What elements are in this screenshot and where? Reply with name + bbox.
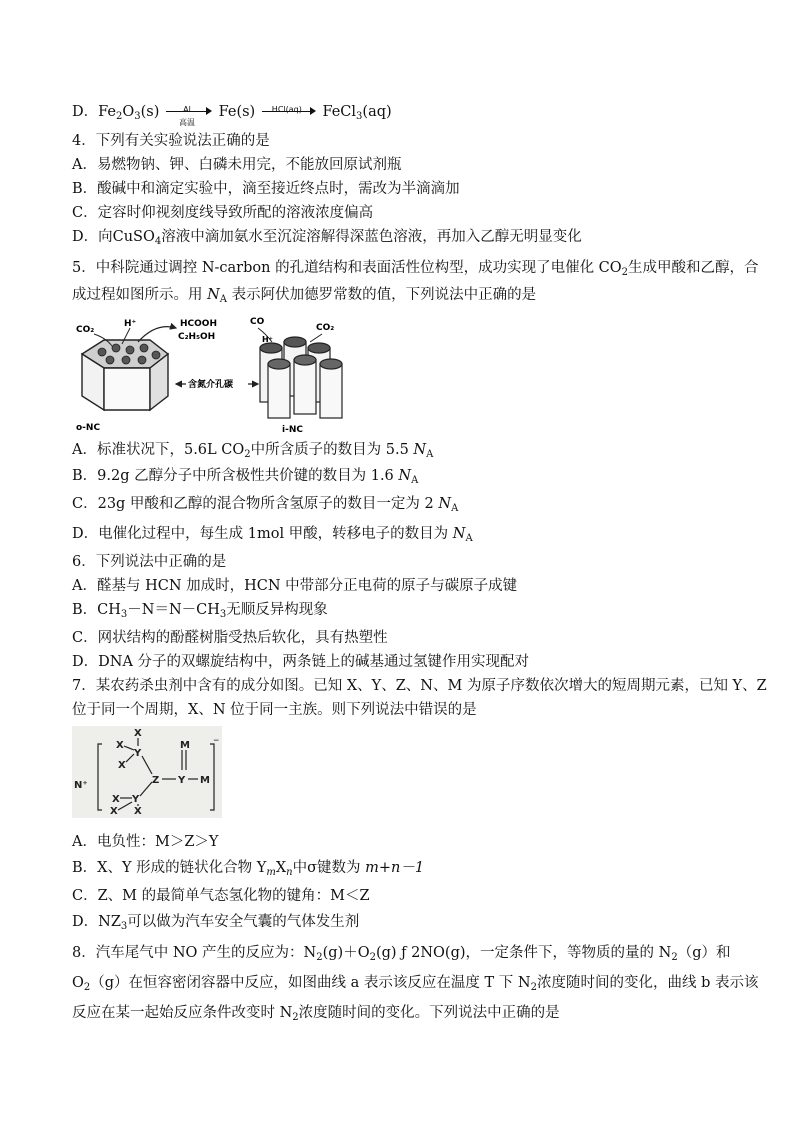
text: D．电催化过程中，每生成 1mol 甲酸，转移电子的数目为: [72, 526, 449, 542]
q5-option-c: [72, 494, 752, 514]
electrocatalysis-diagram: [72, 312, 372, 434]
question-4: 4．下列有关实验说法正确的是: [72, 133, 270, 149]
atom-m: M: [200, 775, 210, 786]
text: B．X、Y 形成的链状化合物 Y: [72, 860, 267, 876]
q6-option-d: D．DNA 分子的双螺旋结构中，两条链上的碱基通过氢键作用实现配对: [72, 654, 530, 670]
avogadro-symbol: N: [207, 287, 220, 303]
arrow-label-bottom: 高温: [179, 118, 195, 127]
text: 浓度随时间的变化。下列说法中正确的是: [298, 1005, 560, 1021]
reaction-arrow: [262, 103, 316, 119]
subscript: A: [411, 475, 419, 486]
q5-option-b: [72, 466, 752, 486]
q4-option-a: A．易燃物钠、钾、白磷未用完，不能放回原试剂瓶: [72, 157, 402, 173]
text: 成过程如图所示。用: [72, 287, 203, 303]
subscript-n: n: [286, 867, 293, 878]
subscript: A: [465, 533, 473, 544]
atom-x: X: [134, 728, 142, 739]
q7-option-b: [72, 858, 752, 878]
charge-label: ⁻: [213, 735, 220, 749]
text: D．Fe: [72, 104, 116, 120]
q4-option-b: B．酸碱中和滴定实验中，滴至接近终点时，需改为半滴滴加: [72, 181, 460, 197]
h-plus-label-left: H⁺: [124, 319, 137, 329]
co-label: CO: [250, 317, 265, 327]
text: (aq): [362, 104, 392, 120]
text: 中所含质子的数目为 5.5: [250, 442, 409, 458]
q6-option-c: C．网状结构的酚醛树脂受热后软化，具有热塑性: [72, 630, 388, 646]
text: C．23g 甲酸和乙醇的混合物所含氢原子的数目一定为 2: [72, 496, 434, 512]
text: Fe(s): [218, 104, 256, 120]
question-8-line-1: 8．汽车尾气中 NO 产生的反应为：$N_2(g)+O_2(g)$ ƒ 2NO(g)，一定条件下，等物质的量的 $N_2(g)$和: [72, 945, 731, 963]
text: (s): [140, 104, 160, 120]
subscript: A: [219, 294, 228, 305]
text: B．CH: [72, 602, 121, 618]
subscript: A: [426, 449, 434, 460]
cation-label: N⁺: [74, 780, 88, 791]
q6-option-b: B．$CH_3-N=N-CH_3$无顺反异构现象: [72, 602, 328, 620]
formula: m+n－1: [365, 860, 425, 876]
question-5-line-2: [72, 285, 752, 305]
molecule-structure-figure: [72, 726, 222, 818]
atom-y: Y: [134, 748, 142, 759]
q5-option-a: A．标准状况下，5.6L $CO_2$中所含质子的数目为 5.5 $N_A$: [72, 442, 434, 460]
avogadro-symbol: N: [438, 496, 452, 512]
text: 生成甲酸和乙醇，合: [628, 260, 759, 276]
text: X: [275, 860, 287, 876]
q7-option-c: C．Z、M 的最简单气态氢化物的键角：M＜Z: [72, 888, 370, 904]
q4-option-c: C．定容时仰视刻度线导致所配的溶液浓度偏高: [72, 205, 374, 221]
q5-option-d: [72, 524, 752, 544]
text: 无顺反异构现象: [226, 602, 328, 618]
atom-x: X: [110, 806, 118, 817]
subscript: A: [451, 503, 459, 514]
avogadro-symbol: N: [413, 442, 427, 458]
text: (g) ƒ 2NO(g)，一定条件下，等物质的量的 N: [375, 945, 672, 961]
text: 浓度随时间的变化，曲线 b 表示该: [536, 975, 759, 991]
question-7-line-2: 位于同一个周期，X、N 位于同一主族。则下列说法中错误的是: [72, 702, 477, 718]
q6-option-a: A．醛基与 HCN 加成时，HCN 中带部分正电荷的原子与碳原子成键: [72, 578, 518, 594]
text: 中σ键数为: [292, 860, 361, 876]
middle-label: 含氮介孔碳: [188, 380, 234, 390]
atom-x: X: [112, 794, 120, 805]
question-8-line-2: $O_2(g)$在恒容密闭容器中反应，如图曲线 a 表示该反应在温度 T 下 $N_2$浓度随时间的变化，曲线 b 表示该: [72, 975, 759, 993]
i-nc-label: i-NC: [282, 425, 303, 434]
atom-y: Y: [132, 794, 140, 805]
question-5-line-1: 5．中科院通过调控 N-carbon 的孔道结构和表面活性位构型，成功实现了电催化 $CO_2$生成甲酸和乙醇，合: [72, 260, 759, 278]
text: 表示阿伏加德罗常数的值，下列说法中正确的是: [231, 287, 537, 303]
avogadro-symbol: N: [452, 526, 466, 542]
text: 可以做为汽车安全气囊的气体发生剂: [127, 914, 360, 930]
product-ethanol: C₂H₅OH: [178, 332, 216, 342]
avogadro-symbol: N: [398, 468, 412, 484]
text: D．向CuSO: [72, 229, 155, 245]
atom-x: X: [118, 760, 126, 771]
text: 溶液中滴加氨水至沉淀溶解得深蓝色溶液，再加入乙醇无明显变化: [161, 229, 582, 245]
question-8-line-3: 反应在某一起始反应条件改变时 $N_2$浓度随时间的变化。下列说法中正确的是: [72, 1005, 560, 1023]
atom-x: X: [134, 806, 142, 817]
q3-option-d: D．$Fe_2O_3(s)$ Al 高温 Fe(s) HCl(aq) FeCl$_3$(aq): [72, 102, 752, 122]
atom-y: Y: [178, 775, 186, 786]
text: 8．汽车尾气中 NO 产生的反应为：N: [72, 945, 317, 961]
text: D．NZ: [72, 914, 121, 930]
text: FeCl: [322, 104, 357, 120]
reaction-arrow: [166, 103, 212, 127]
arrow-label-top: Al: [183, 105, 191, 114]
co2-label-right: CO₂: [316, 323, 335, 333]
o-nc-label: o-NC: [76, 423, 101, 433]
text: －N＝N－CH: [127, 602, 220, 618]
co2-label-left: CO₂: [76, 325, 95, 335]
subscript-m: m: [266, 867, 276, 878]
q7-option-a: A．电负性：M＞Z＞Y: [72, 834, 219, 850]
question-7-line-1: 7．某农药杀虫剂中含有的成分如图。已知 X、Y、Z、N、M 为原子序数依次增大的短周期元素，已知 Y、Z: [72, 678, 767, 694]
atom-x: X: [116, 740, 124, 751]
q7-option-d: D．$NZ_3$可以做为汽车安全气囊的气体发生剂: [72, 914, 360, 932]
o-nc-prism: [82, 340, 168, 410]
text: B．9.2g 乙醇分子中所含极性共价键的数目为 1.6: [72, 468, 394, 484]
text: 反应在某一起始反应条件改变时 N: [72, 1005, 293, 1021]
product-hcooh: HCOOH: [180, 319, 217, 329]
text: 5．中科院通过调控 N-carbon 的孔道结构和表面活性位构型，成功实现了电催化 CO: [72, 260, 622, 276]
i-nc-cylinders: [260, 337, 342, 418]
atom-z: Z: [152, 775, 160, 786]
text: （g）和: [677, 945, 731, 961]
q4-option-d: D．向CuSO$_4$溶液中滴加氨水至沉淀溶解得深蓝色溶液，再加入乙醇无明显变化: [72, 229, 582, 247]
text: O: [72, 975, 84, 991]
question-6: 6．下列说法中正确的是: [72, 554, 227, 570]
atom-m: M: [180, 740, 190, 751]
text: A．标准状况下，5.6L CO: [72, 442, 245, 458]
text: (g)＋O: [322, 945, 370, 961]
h-plus-label-right: H⁺: [262, 335, 273, 344]
text: （g）在恒容密闭容器中反应，如图曲线 a 表示该反应在温度 T 下 N: [90, 975, 531, 991]
arrow-label-top: HCl(aq): [271, 105, 302, 114]
